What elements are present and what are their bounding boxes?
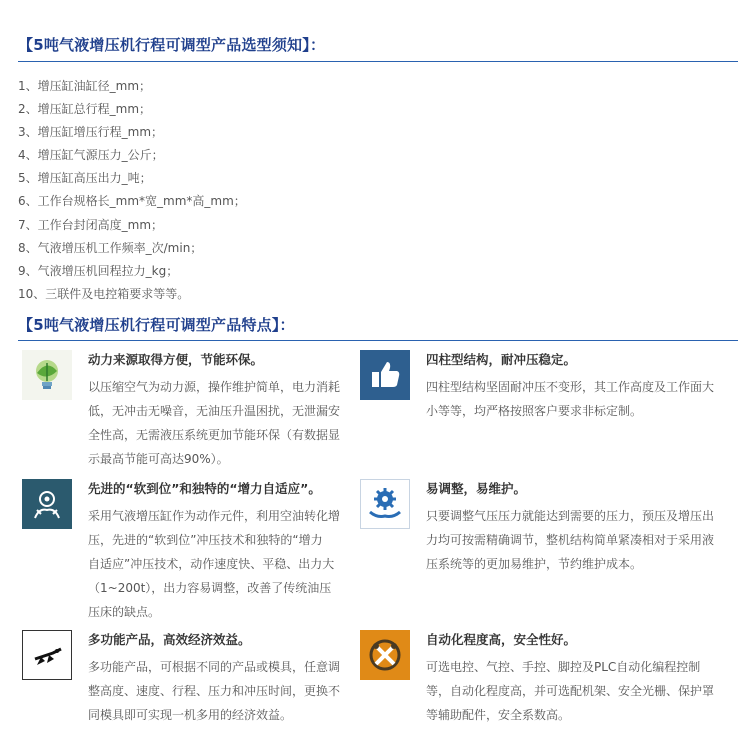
feature-title: 多功能产品，高效经济效益。 bbox=[88, 632, 251, 647]
thumbs-up-icon bbox=[360, 350, 410, 400]
list-item: 6、工作台规格长_mm*宽_mm*高_mm； bbox=[18, 194, 246, 209]
feature-title: 动力来源取得方便，节能环保。 bbox=[88, 352, 264, 367]
list-item: 10、三联件及电控箱要求等等。 bbox=[18, 286, 190, 301]
title-divider bbox=[18, 61, 738, 62]
selection-guide-title: 【5吨气液增压机行程可调型产品选型须知】： bbox=[18, 36, 326, 54]
multitool-icon bbox=[22, 630, 72, 680]
feature-description: 多功能产品，可根据不同的产品或模具，任意调 整高度、速度、行程、压力和冲压时间，更换不 同模具即可实现一机多用的经济效益。 bbox=[88, 660, 341, 722]
list-item: 2、增压缸总行程_mm； bbox=[18, 102, 152, 117]
eco-bulb-icon bbox=[22, 350, 72, 400]
list-item: 4、增压缸气源压力_公斤； bbox=[18, 148, 164, 163]
features-divider bbox=[18, 340, 738, 341]
wrench-screwdriver-icon bbox=[360, 630, 410, 680]
feature-title: 自动化程度高，安全性好。 bbox=[426, 632, 577, 647]
list-item: 3、增压缸增压行程_mm； bbox=[18, 125, 164, 140]
list-item: 5、增压缸高压出力_吨； bbox=[18, 171, 152, 186]
gear-person-icon bbox=[22, 479, 72, 529]
list-item: 9、气液增压机回程拉力_kg； bbox=[18, 263, 179, 278]
feature-description: 只要调整气压压力就能达到需要的压力，预压及增压出 力均可按需精确调节，整机结构简单紧凑相对于采用液 压系统等的更加易维护，节约维护成本。 bbox=[426, 509, 715, 571]
feature-description: 可选电控、气控、手控、脚控及PLC自动化编程控制 等，自动化程度高，并可选配机架、安全光栅、保护罩 等辅助配件，安全系数高。 bbox=[426, 660, 715, 722]
feature-title: 四柱型结构，耐冲压稳定。 bbox=[426, 352, 577, 367]
features-title: 【5吨气液增压机行程可调型产品特点】： bbox=[18, 316, 295, 334]
list-item: 8、气液增压机工作频率_次/min； bbox=[18, 240, 203, 255]
feature-title: 易调整，易维护。 bbox=[426, 481, 527, 496]
feature-description: 四柱型结构坚固耐冲压不变形，其工作高度及工作面大 小等等，均严格按照客户要求非标定制。 bbox=[426, 380, 715, 418]
list-item: 1、增压缸油缸径_mm； bbox=[18, 79, 152, 93]
feature-description: 以压缩空气为动力源，操作维护简单，电力消耗 低，无冲击无噪音，无油压升温困扰，无泄漏安 全性高，无需液压系统更加节能环保（有数据显 示最高节能可高达90%）。 bbox=[88, 380, 341, 466]
requirements-list bbox=[18, 75, 246, 306]
gear-hand-icon bbox=[360, 479, 410, 529]
feature-title: 先进的“软到位”和独特的“增力自适应”。 bbox=[88, 481, 321, 496]
feature-description: 采用气液增压缸作为动作元件，利用空油转化增 压，先进的“软到位”冲压技术和独特的“增力 自适应”冲压技术，动作速度快、平稳、出力大 （1~200t），出力容易调整，改善了传统油压 压床的缺点。 bbox=[88, 509, 341, 619]
list-item: 7、工作台封闭高度_mm； bbox=[18, 217, 164, 232]
